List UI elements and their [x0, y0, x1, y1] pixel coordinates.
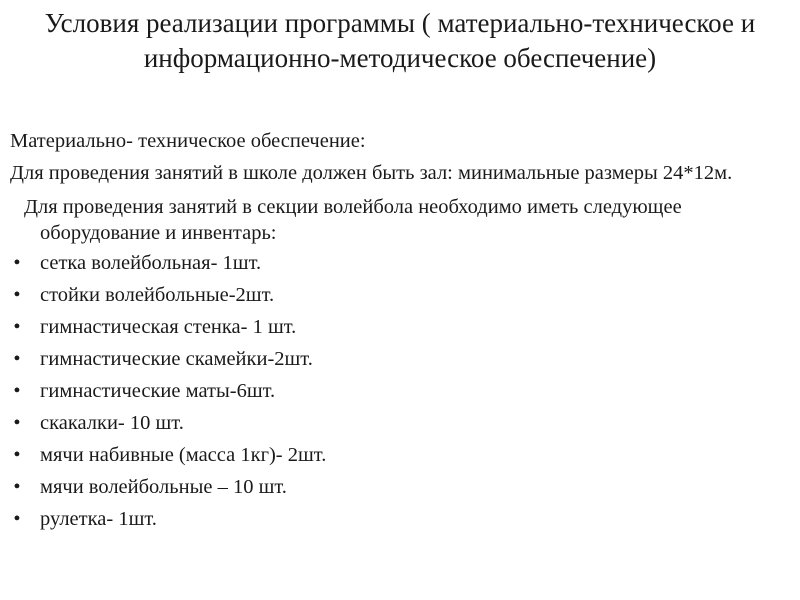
bullet-icon: • [13, 252, 21, 274]
section-heading: Материально- техническое обеспечение: [10, 130, 366, 152]
list-item [10, 378, 790, 410]
bullet-icon: • [13, 348, 21, 370]
list-item-text: сетка волейбольная- 1шт. [40, 252, 262, 274]
bullet-icon: • [13, 380, 21, 402]
bullet-icon: • [13, 412, 21, 434]
bullet-icon: • [13, 476, 21, 498]
list-item [10, 346, 790, 378]
slide-body [10, 128, 790, 538]
bullet-icon: • [13, 508, 21, 530]
list-item-text: рулетка- 1шт. [40, 508, 157, 530]
list-item [10, 442, 790, 474]
list-item-text: стойки волейбольные-2шт. [40, 284, 275, 306]
bullet-icon: • [13, 444, 21, 466]
list-item-text: гимнастическая стенка- 1 шт. [40, 316, 297, 338]
list-item-text: скакалки- 10 шт. [40, 412, 184, 434]
slide-title: Условия реализации программы ( материально-техническое и информационно-методическое обеспечение) [44, 8, 756, 73]
list-item [10, 410, 790, 442]
list-item [10, 250, 790, 282]
list-item-text: гимнастические скамейки-2шт. [40, 348, 313, 370]
list-item [10, 474, 790, 506]
list-item-text: мячи набивные (масса 1кг)- 2шт. [40, 444, 327, 466]
hall-requirement-text: Для проведения занятий в школе должен быть зал: минимальные размеры 24*12м. [10, 162, 733, 184]
equipment-list [10, 250, 790, 538]
list-item [10, 506, 790, 538]
equipment-intro-text: Для проведения занятий в секции волейбола необходимо иметь следующее оборудование и инвентарь: [24, 196, 682, 244]
list-item [10, 282, 790, 314]
bullet-icon: • [13, 284, 21, 306]
list-item-text: мячи волейбольные – 10 шт. [40, 476, 287, 498]
bullet-icon: • [13, 316, 21, 338]
list-item [10, 314, 790, 346]
list-item-text: гимнастические маты-6шт. [40, 380, 276, 402]
